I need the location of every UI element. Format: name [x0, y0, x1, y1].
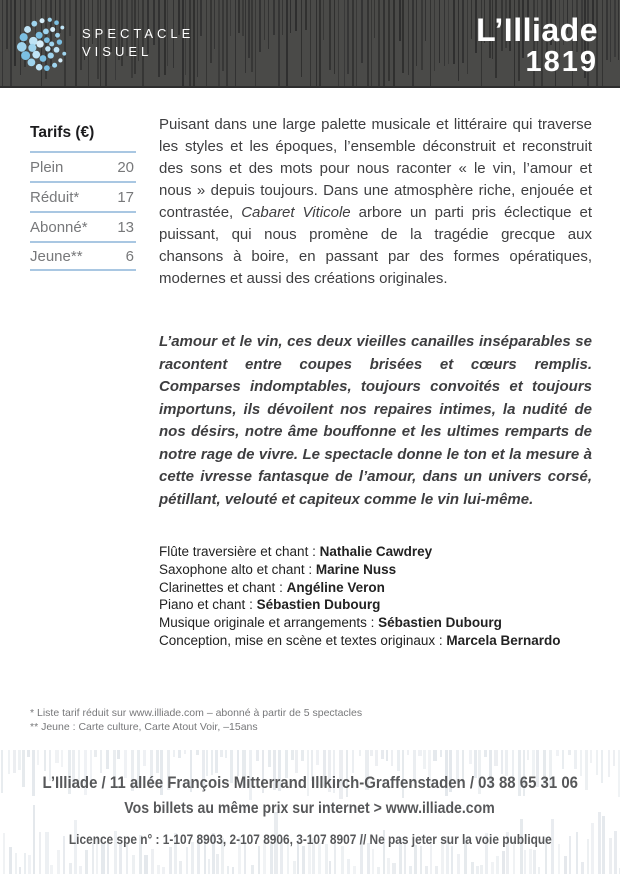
spectacle-visuel-sphere-icon [14, 12, 72, 74]
tariff-row-jeune [30, 241, 136, 271]
tariff-label: Abonné* [30, 218, 88, 236]
footer-bar [0, 750, 620, 874]
footer-text-block [0, 750, 620, 874]
credit-role: Clarinettes et chant : [159, 579, 287, 595]
credit-line [159, 543, 592, 561]
description-text-end: arbore un parti pris éclectique et puissant, qui nous promène de la tragédie grecque aux chansons à boire, en passant par des formes opératiques, modernes et aussi des créations originales. [159, 204, 592, 287]
tariff-value: 17 [117, 188, 134, 206]
credit-line [159, 561, 592, 579]
description-paragraph [159, 114, 592, 290]
credit-role: Flûte traversière et chant : [159, 544, 320, 559]
tariff-value: 13 [117, 218, 134, 236]
quote-paragraph: L’amour et le vin, ces deux vieilles canailles inséparables se racontent entre coupes brisées et cœurs remplis. Comparses indomptables, toujours convoités et toujours importuns, ils dévoilent nos repaires intimes, la nudité de nos désirs, notre âme bouffonne et les ultimes remparts de notre rage de vivre. Le spectacle donne le ton et la mesure à cette ivresse fantasque de l’amour, dans un univers corsé, pétillant, velouté et capiteux comme le vin lui-même. [159, 333, 592, 508]
tariff-label: Plein [30, 158, 64, 176]
credit-name: Nathalie Cawdrey [319, 544, 433, 559]
tariff-row-reduit [30, 181, 136, 211]
footer-address [0, 773, 620, 793]
logo-line-2: VISUEL [82, 44, 153, 59]
logo-line-1: SPECTACLE [82, 26, 195, 41]
logo [14, 12, 194, 74]
tariff-label: Jeune** [30, 247, 83, 265]
credit-name: Marcela Bernardo [446, 632, 561, 648]
credit-name: Angéline Veron [286, 579, 385, 595]
description-text-start: Puisant dans une large palette musicale et littéraire qui traverse les styles et les époques, l’ensemble déconstruit et reconstruit des sons et des mots pour nous raconter « le vin, l’amour et nous » depuis toujours. Dans une atmosphère riche, enjouée et contrastée, [159, 116, 592, 221]
tariffs-title: Tarifs (€) [30, 124, 95, 141]
footer-tickets [0, 800, 620, 818]
credit-name: Sébastien Dubourg [378, 615, 502, 631]
credit-role: Musique originale et arrangements : [159, 615, 379, 631]
tariff-value: 20 [117, 158, 134, 176]
venue-name: L’Illiade [476, 12, 598, 48]
footnote-reduit: * Liste tarif réduit sur www.illiade.com – abonné à partir de 5 spectacles [30, 707, 363, 719]
venue-brand [476, 14, 598, 77]
credit-line [159, 596, 592, 614]
header-bar [0, 0, 620, 88]
credit-line [159, 632, 592, 650]
tariffs-table [30, 124, 136, 271]
tariff-value: 6 [125, 247, 134, 265]
credit-line [159, 579, 592, 597]
footnote-jeune: ** Jeune : Carte culture, Carte Atout Voir, –15ans [30, 721, 258, 733]
footnotes [30, 706, 362, 734]
season-label: 1819 [525, 46, 598, 78]
footer-licence [0, 832, 620, 847]
credit-role: Piano et chant : [159, 597, 257, 613]
credit-line [159, 614, 592, 632]
tariff-row-plein [30, 151, 136, 181]
credit-name: Sébastien Dubourg [256, 597, 381, 613]
credit-role: Saxophone alto et chant : [159, 561, 316, 577]
credits-list [159, 543, 592, 650]
logo-wordmark [82, 25, 194, 61]
credit-role: Conception, mise en scène et textes originaux : [159, 632, 447, 648]
tariff-label: Réduit* [30, 188, 80, 206]
tariff-row-abonne [30, 211, 136, 241]
footer-address-text: L’Illiade / 11 allée François Mitterrand Illkirch-Graffenstaden / 03 88 65 31 06 [42, 773, 578, 792]
footer-licence-text: Licence spe n° : 1-107 8903, 2-107 8906, 3-107 8907 // Ne pas jeter sur la voie publique [68, 832, 552, 847]
footer-tickets-text: Vos billets au même prix sur internet > www.illiade.com [124, 800, 496, 817]
show-title-inline: Cabaret Viticole [241, 204, 351, 221]
credit-name: Marine Nuss [315, 561, 397, 577]
